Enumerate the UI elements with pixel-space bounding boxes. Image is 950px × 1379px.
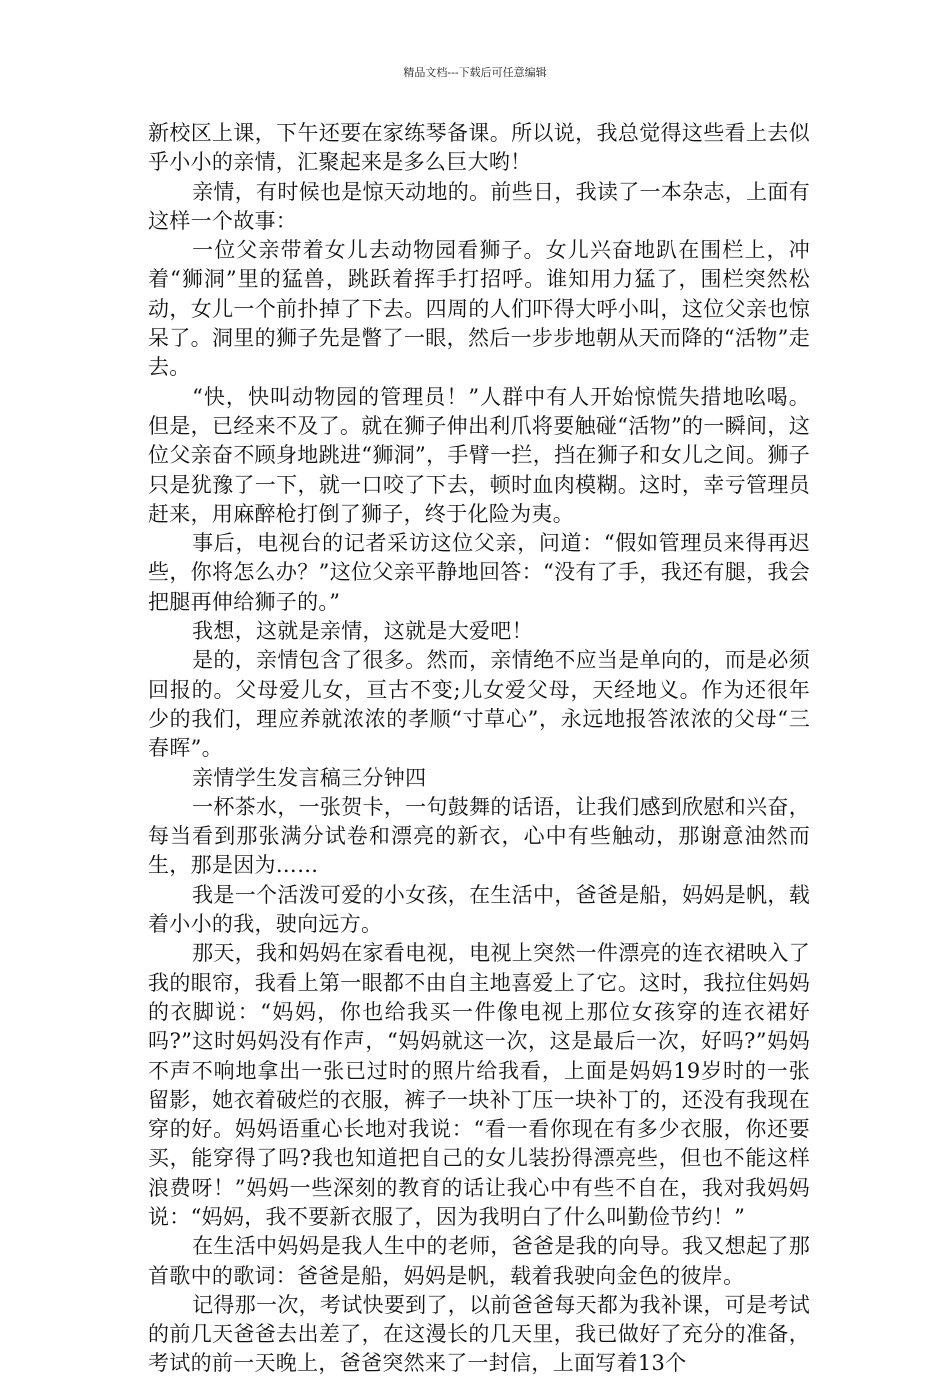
paragraph: 记得那一次，考试快要到了，以前爸爸每天都为我补课，可是考试的前几天爸爸去出差了，在这漫长的几天里，我已做好了充分的准备，考试的前一天晚上，爸爸突然来了一封信，上面写着13个 [148,1292,810,1376]
document-body [148,119,810,1379]
section-heading: 亲情学生发言稿三分钟四 [192,765,427,790]
paragraph: “快，快叫动物园的管理员！”人群中有人开始惊慌失措地吆喝。但是，已经来不及了。就在狮子伸出利爪将要触碰“活物”的一瞬间，这位父亲奋不顾身地跳进“狮洞”，手臂一拦，挡在狮子和女儿之间。狮子只是犹豫了一下，就一口咬了下去，顿时血肉模糊。这时，幸亏管理员赶来，用麻醉枪打倒了狮子，终于化险为夷。 [148,384,810,526]
paragraph: 亲情，有时候也是惊天动地的。前些日，我读了一本杂志，上面有这样一个故事： [148,179,810,233]
paragraph: 我想，这就是亲情，这就是大爱吧！ [192,619,533,644]
paragraph: 事后，电视台的记者采访这位父亲，问道：“假如管理员来得再迟些，你将怎么办？”这位父亲平静地回答：“没有了手，我还有腿，我会把腿再伸给狮子的。” [148,531,810,614]
paragraph: 新校区上课，下午还要在家练琴备课。所以说，我总觉得这些看上去似乎小小的亲情，汇聚起来是多么巨大哟！ [148,121,810,175]
paragraph: 是的，亲情包含了很多。然而，亲情绝不应当是单向的，而是必须回报的。父母爱儿女，亘古不变;儿女爱父母，天经地义。作为还很年少的我们，理应养就浓浓的孝顺“寸草心”，永远地报答浓浓的父母“三春晖”。 [148,648,810,761]
paragraph: 我是一个活泼可爱的小女孩，在生活中，爸爸是船，妈妈是帆，载着小小的我，驶向远方。 [148,882,810,937]
paragraph: 那天，我和妈妈在家看电视，电视上突然一件漂亮的连衣裙映入了我的眼帘，我看上第一眼都不由自主地喜爱上了它。这时，我拉住妈妈的衣脚说：“妈妈，你也给我买一件像电视上那位女孩穿的连衣裙好吗?”这时妈妈没有作声，“妈妈就这一次，这是最后一次，好吗?”妈妈不声不响地拿出一张已过时的照片给我看，上面是妈妈19岁时的一张留影，她衣着破烂的衣服，裤子一块补丁压一块补丁的，还没有我现在穿的好。妈妈语重心长地对我说：“看一看你现在有多少衣服，你还要买，能穿得了吗?我也知道把自己的女儿装扮得漂亮些，但也不能这样浪费呀！”妈妈一些深刻的教育的话让我心中有些不自在，我对我妈妈说：“妈妈，我不要新衣服了，因为我明白了什么叫勤俭节约！” [148,941,810,1229]
paragraph: 在生活中妈妈是我人生中的老师，爸爸是我的向导。我又想起了那首歌中的歌词：爸爸是船，妈妈是帆，载着我驶向金色的彼岸。 [148,1234,810,1288]
page-header: 精品文档---下载后可任意编辑 [403,66,547,79]
paragraph: 一位父亲带着女儿去动物园看狮子。女儿兴奋地趴在围栏上，冲着“狮洞”里的猛兽，跳跃着挥手打招呼。谁知用力猛了，围栏突然松动，女儿一个前扑掉了下去。四周的人们吓得大呼小叫，这位父亲也惊呆了。洞里的狮子先是瞥了一眼，然后一步步地朝从天而降的“活物”走去。 [148,238,810,380]
paragraph: 一杯茶水，一张贺卡，一句鼓舞的话语，让我们感到欣慰和兴奋，每当看到那张满分试卷和漂亮的新衣，心中有些触动，那谢意油然而生，那是因为…… [148,794,810,878]
